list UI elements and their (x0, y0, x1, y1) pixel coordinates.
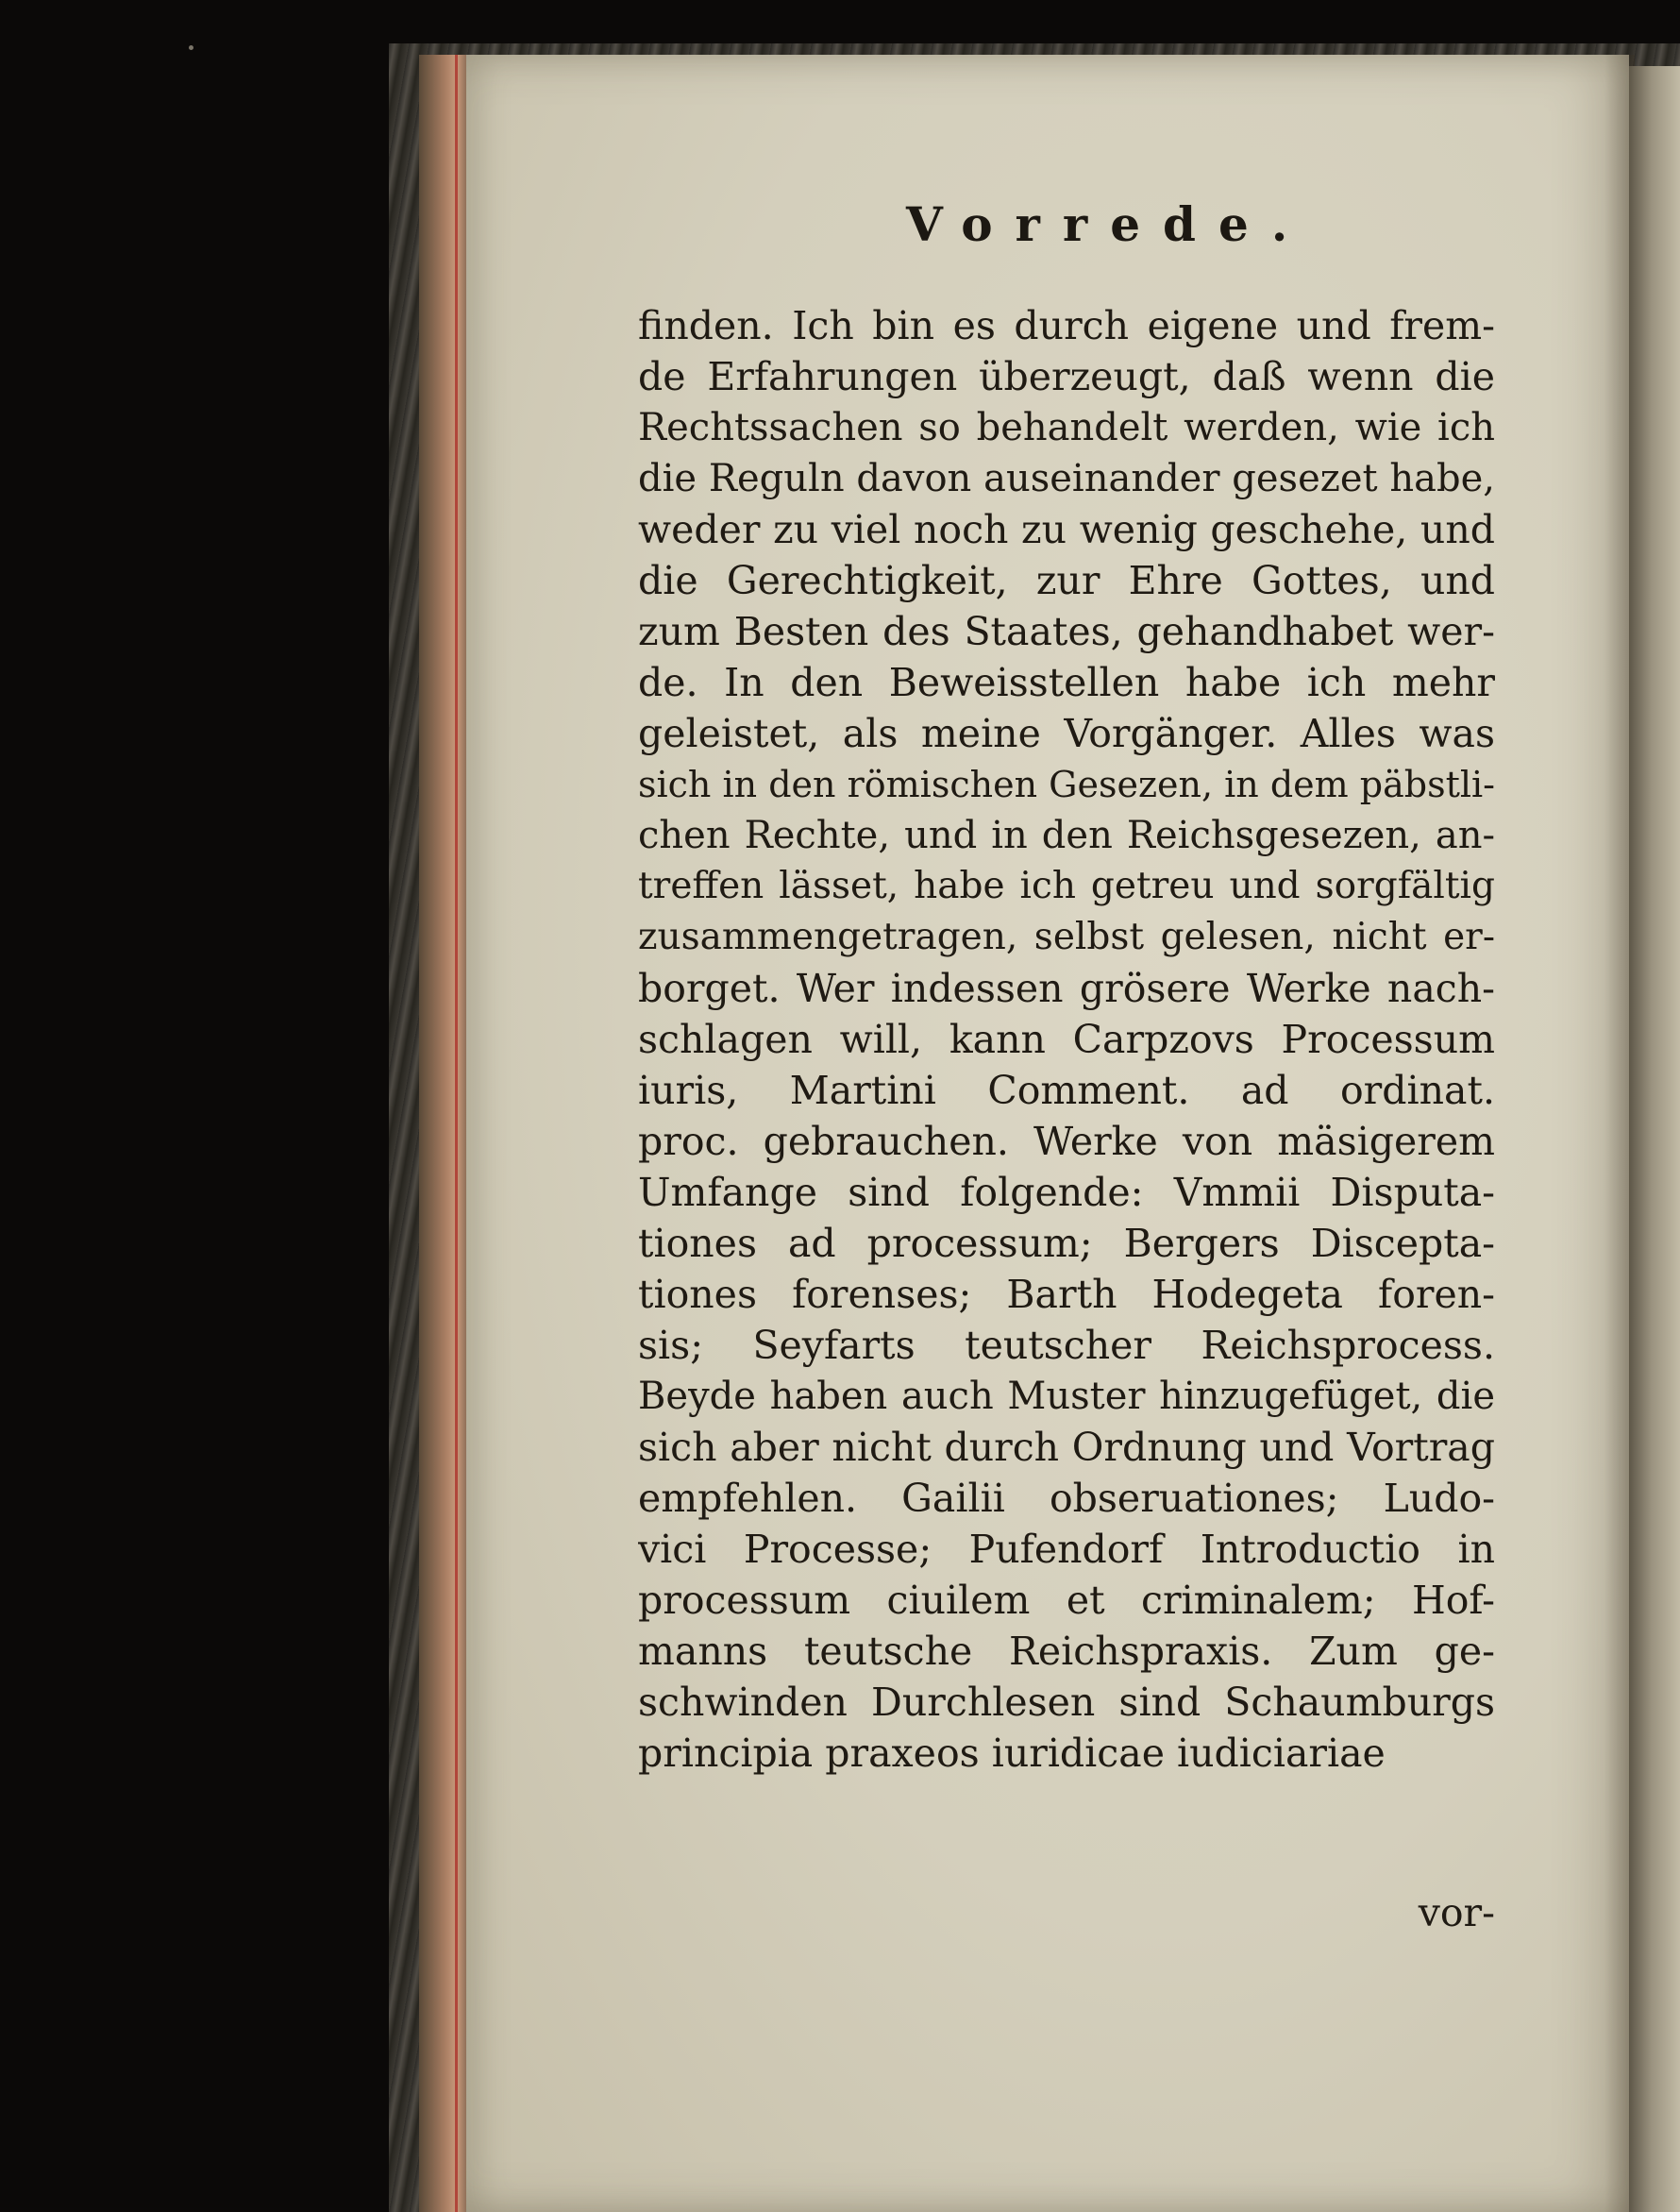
text-line: chen Rechte, und in den Reichsgesezen, an- (638, 814, 1495, 857)
text-line: die Reguln davon auseinander gesezet habe, (638, 457, 1495, 500)
catchword: vor- (1418, 1890, 1495, 1935)
dust-speck (189, 45, 193, 50)
text-line: sich aber nicht durch Ordnung und Vortrag (638, 1425, 1495, 1470)
text-line: Rechtssachen so behandelt werden, wie ich (638, 406, 1495, 449)
facing-page-edge (1629, 66, 1680, 2212)
text-line: Beyde haben auch Muster hinzugefüget, die (638, 1375, 1495, 1418)
text-line: de Erfahrungen überzeugt, daß wenn die (638, 354, 1495, 399)
text-line: die Gerechtigkeit, zur Ehre Gottes, und (638, 558, 1495, 603)
text-line: manns teutsche Reichspraxis. Zum ge- (638, 1629, 1495, 1674)
page-edge (419, 55, 466, 2212)
text-line: finden. Ich bin es durch eigene und frem- (638, 303, 1495, 348)
body-text (638, 300, 1495, 1779)
text-line: sich in den römischen Gesezen, in dem päbstli- (638, 764, 1495, 805)
text-line: schlagen will, kann Carpzovs Processum (638, 1017, 1495, 1062)
text-line: proc. gebrauchen. Werke von mäsigerem (638, 1119, 1495, 1164)
text-line: processum ciuilem et criminalem; Hof- (638, 1578, 1495, 1623)
text-line: treffen lässet, habe ich getreu und sorgfältig (638, 865, 1495, 907)
text-line: geleistet, als meine Vorgänger. Alles was (638, 711, 1495, 756)
text-line: borget. Wer indessen grösere Werke nach- (638, 966, 1495, 1011)
red-edge-line (455, 55, 458, 2212)
text-line: Umfange sind folgende: Vmmii Disputa- (638, 1170, 1495, 1215)
running-head: Vorrede. (906, 196, 1311, 252)
text-line: schwinden Durchlesen sind Schaumburgs (638, 1680, 1495, 1725)
text-line: de. In den Beweisstellen habe ich mehr (638, 660, 1495, 705)
text-line: principia praxeos iuridicae iudiciariae (638, 1731, 1386, 1776)
text-line: weder zu viel noch zu wenig geschehe, und (638, 507, 1495, 552)
text-line: zusammengetragen, selbst gelesen, nicht er- (638, 916, 1495, 958)
text-line: vici Processe; Pufendorf Introductio in (638, 1527, 1495, 1572)
text-line: zum Besten des Staates, gehandhabet wer- (638, 609, 1495, 654)
text-line: empfehlen. Gailii obseruationes; Ludo- (638, 1476, 1495, 1521)
text-line: sis; Seyfarts teutscher Reichsprocess. (638, 1323, 1495, 1368)
text-line: tiones ad processum; Bergers Discepta- (638, 1221, 1495, 1266)
text-line: tiones forenses; Barth Hodegeta foren- (638, 1272, 1495, 1317)
text-line: iuris, Martini Comment. ad ordinat. (638, 1068, 1495, 1113)
